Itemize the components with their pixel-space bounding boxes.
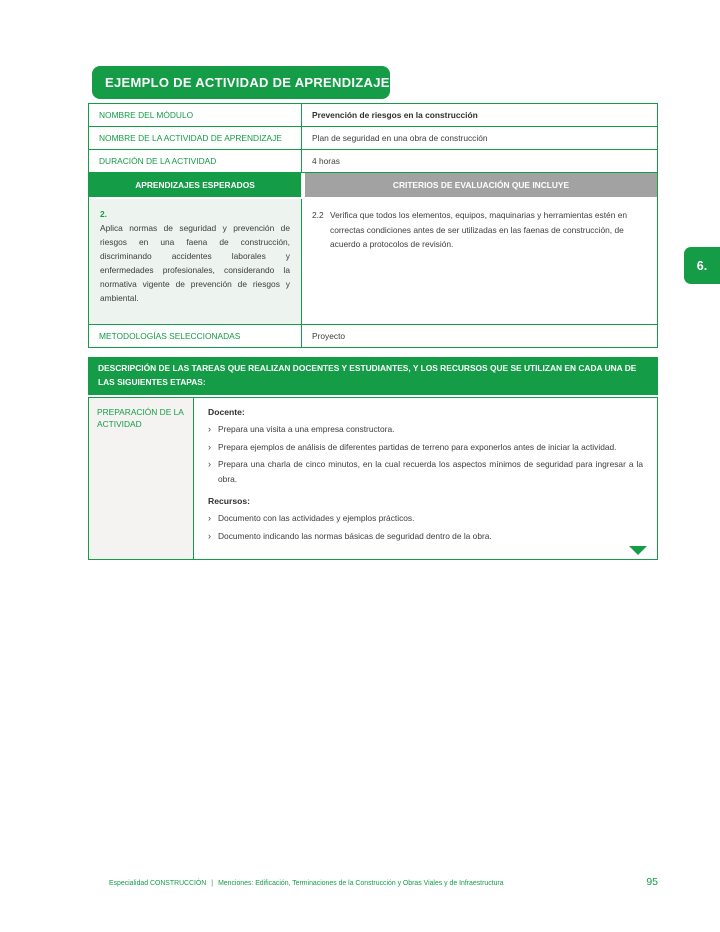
activity-info-table [88, 103, 658, 348]
table-row [89, 150, 657, 173]
list-item [208, 422, 643, 437]
learning-number: 2. [100, 209, 107, 219]
bullet-icon: › [208, 530, 211, 541]
module-name-label: NOMBRE DEL MÓDULO [99, 110, 194, 120]
list-item-text: Documento indicando las normas básicas de seguridad dentro de la obra. [218, 530, 492, 541]
docente-heading: Docente: [208, 407, 245, 417]
page-footer [88, 876, 658, 888]
criteria-text: Verifica que todos los elementos, equipos, maquinarias y herramientas estén en correctas condiciones antes de ser utilizadas en las faenas de construcción, de acuerdo a protocolos de revisión. [330, 210, 628, 249]
preparation-content [194, 398, 657, 559]
learning-content-row [89, 199, 657, 325]
expected-learning-header: APRENDIZAJES ESPERADOS [89, 173, 301, 197]
tasks-description-banner: DESCRIPCIÓN DE LAS TAREAS QUE REALIZAN DOCENTES Y ESTUDIANTES, Y LOS RECURSOS QUE SE UTILIZAN EN CADA UNA DE LAS SIGUIENTES ETAPAS: [88, 357, 658, 395]
expected-learning-cell [89, 199, 301, 324]
list-item [208, 511, 643, 526]
list-item [208, 457, 643, 486]
chapter-side-tab: 6. [684, 247, 720, 284]
table-row [89, 104, 657, 127]
evaluation-criteria-cell [301, 199, 657, 324]
methodologies-label: METODOLOGÍAS SELECCIONADAS [99, 331, 241, 341]
bullet-icon: › [208, 459, 211, 469]
footer-separator: | [211, 880, 214, 887]
page-number: 95 [646, 876, 658, 888]
activity-name-label: NOMBRE DE LA ACTIVIDAD DE APRENDIZAJE [99, 133, 282, 143]
footer-text [88, 880, 504, 887]
preparation-table [88, 397, 658, 560]
methodologies-value: Proyecto [301, 325, 657, 347]
table-row [89, 127, 657, 150]
recursos-heading: Recursos: [208, 496, 251, 506]
activity-name-value: Plan de seguridad en una obra de construcción [301, 127, 657, 149]
bullet-icon: › [208, 424, 211, 434]
table-row [89, 325, 657, 347]
list-item-text: Prepara ejemplos de análisis de diferentes partidas de terreno para exponerlos antes de iniciar la actividad. [218, 441, 617, 452]
learning-text: Aplica normas de seguridad y prevención de riesgos en una faena de construcción, discriminando accidentes laborales y enfermedades profesionales, considerando la normativa vigente de prevención de riesgos y ambiental. [100, 223, 290, 303]
duration-label: DURACIÓN DE LA ACTIVIDAD [99, 156, 217, 166]
continuation-arrow-icon [629, 546, 647, 555]
list-item [208, 529, 643, 544]
criteria-number: 2.2 [312, 210, 324, 220]
list-item-text: Prepara una visita a una empresa constructora. [218, 424, 395, 434]
preparation-stage-label: PREPARACIÓN DE LA ACTIVIDAD [89, 398, 194, 559]
list-item-text: Prepara una charla de cinco minutos, en la cual recuerda los aspectos mínimos de seguridad para ingresar a la obra. [218, 459, 643, 484]
list-item-text: Documento con las actividades y ejemplos prácticos. [218, 513, 415, 523]
duration-value: 4 horas [301, 150, 657, 172]
bullet-icon: › [208, 513, 211, 523]
module-name-value: Prevención de riesgos en la construcción [301, 104, 657, 126]
list-item [208, 440, 643, 455]
column-headers-row [89, 173, 657, 199]
footer-specialty: Especialidad CONSTRUCCIÓN [109, 880, 207, 887]
page-title: EJEMPLO DE ACTIVIDAD DE APRENDIZAJE [92, 66, 390, 99]
evaluation-criteria-header: CRITERIOS DE EVALUACIÓN QUE INCLUYE [305, 173, 657, 197]
footer-mentions: Menciones: Edificación, Terminaciones de la Construcción y Obras Viales y de Infraestructura [218, 880, 504, 887]
bullet-icon: › [208, 441, 211, 452]
